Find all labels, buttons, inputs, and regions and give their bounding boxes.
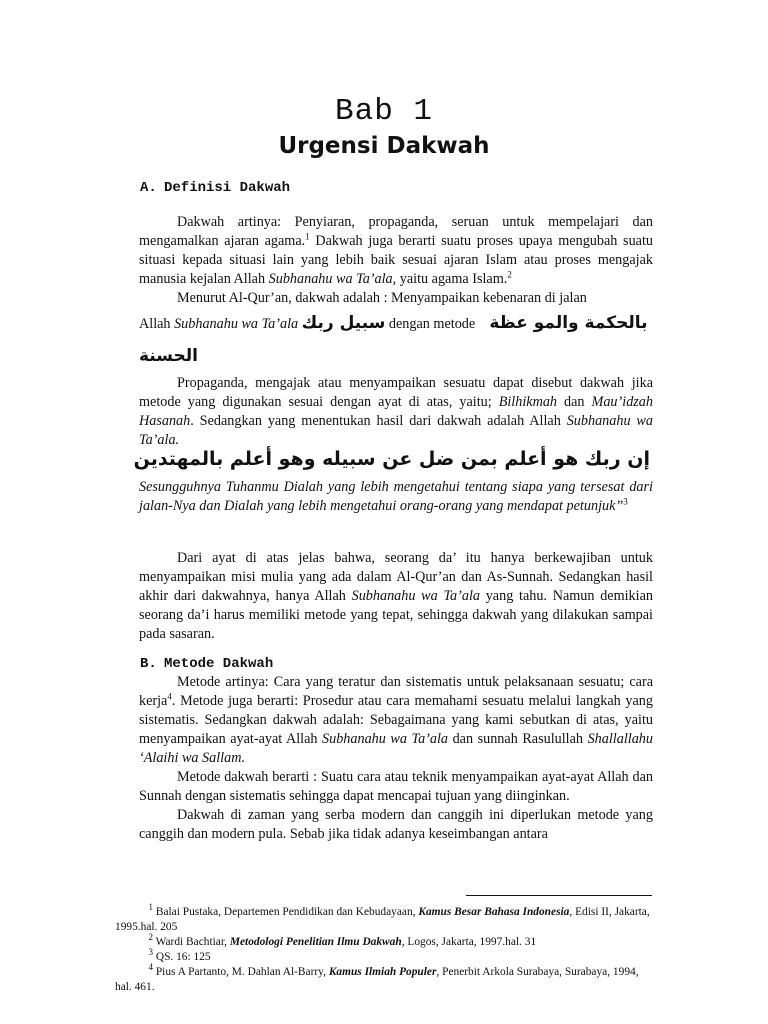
text: . Metode juga berarti: Prosedur atau cara memahami sesuatu melalui langkah yang sistematis. Sedangkan dakwah adalah: Sebagaimana yang kami sebutkan di atas, yaitu menyampaikan ayat-ayat Allah [139, 693, 653, 747]
footnote-number: 2 [148, 932, 153, 943]
arabic-text: سبيل ربك [301, 313, 386, 333]
footnote-ref: 3 [623, 496, 628, 507]
text: yaitu agama Islam. [396, 271, 508, 287]
section-b-paragraph-3: Dakwah di zaman yang serba modern dan canggih ini diperlukan metode yang canggih dan modern pula. Sebab jika tidak adanya keseimbangan antara [139, 807, 653, 842]
bold-italic-text: Kamus Besar Bahasa Indonesia [418, 906, 570, 918]
section-a-paragraph-4 [139, 549, 653, 644]
footnote-1 [115, 902, 653, 935]
text: Dakwah artinya: Penyiaran, propaganda, seruan untuk mempelajari dan mengamalkan ajaran agama. [139, 214, 653, 249]
footnote-number: 4 [148, 962, 153, 973]
italic-text: Subhanahu wa Ta’ala [322, 731, 449, 747]
footnote-ref: 1 [305, 231, 310, 242]
footnote-number: 3 [148, 947, 153, 958]
text: Dari ayat di atas jelas bahwa, seorang da’ itu hanya berkewajiban untuk menyampaikan misi mulia yang ada dalam Al-Qur’an dan As-Sunnah. Sedangkan hasil akhir dari dakwahnya, hanya Allah [139, 550, 653, 604]
arabic-text: بالحكمة والمو عظة [489, 313, 648, 333]
section-a-paragraph-2-cont [139, 310, 653, 370]
quran-verse: إن ربك هو أعلم بمن ضل عن سبيله وهو أعلم بالمهتدين [133, 448, 650, 470]
text: . Sedangkan yang menentukan hasil dari dakwah adalah Allah [190, 413, 567, 429]
text: dan sunnah Rasulullah [448, 731, 588, 747]
italic-text: Subhanahu wa Ta’ala [174, 316, 299, 332]
text: Propaganda, mengajak atau menyampaikan sesuatu dapat disebut dakwah jika metode yang digunakan sesuai dengan ayat di atas, yaitu; [139, 375, 653, 410]
section-a-paragraph-3 [139, 374, 653, 450]
section-b-heading [140, 656, 273, 672]
text: Menurut Al-Qur’an, dakwah adalah : Menyampaikan kebenaran di jalan [177, 290, 587, 306]
footnote-4 [115, 962, 653, 995]
text: yang tahu. Namun demikian seorang da’i harus memiliki metode yang tepat, sehingga dakwah yang dilakukan sampai pada sasaran. [139, 588, 653, 642]
italic-text: Shallallahu ‘Alaihi wa Sallam. [139, 731, 653, 766]
footnote-ref: 4 [167, 691, 172, 702]
text: Allah [139, 316, 175, 332]
section-a-heading [140, 180, 290, 196]
text: Balai Pustaka, Departemen Pendidikan dan Kebudayaan, [153, 906, 419, 918]
bold-italic-text: Kamus Ilmiah Populer [328, 966, 437, 978]
text: Dakwah juga berarti suatu proses upaya mengubah suatu situasi kepada situasi lain yang lebih baik sesuai ajaran Islam atau proses mengajak manusia kejalan Allah [139, 233, 653, 287]
section-b-title: Metode Dakwah [164, 656, 274, 672]
section-a-letter: A. [140, 180, 157, 196]
verse-translation [139, 478, 653, 516]
footnote-3 [115, 947, 653, 965]
text: Wardi Bachtiar, [153, 936, 230, 948]
text: dengan metode [385, 316, 479, 332]
italic-text: Subhanahu wa Ta’ala. [139, 413, 653, 448]
text: dan [557, 394, 592, 410]
text: Metode artinya: Cara yang teratur dan sistematis untuk pelaksanaan sesuatu; cara kerja [139, 674, 653, 709]
text: Pius A Partanto, M. Dahlan Al-Barry, [153, 966, 329, 978]
text: , Logos, Jakarta, 1997.hal. 31 [401, 936, 537, 948]
italic-text: Subhanahu wa Ta’ala [351, 588, 480, 604]
section-b-body [139, 673, 653, 844]
section-a-paragraph-1 [139, 213, 653, 308]
footnote-number: 1 [148, 902, 153, 913]
text: , Penerbit Arkola Surabaya, Surabaya, 1994, hal. 461. [115, 966, 639, 993]
section-b-paragraph-2: Metode dakwah berarti : Suatu cara atau teknik menyampaikan ayat-ayat Allah dan Sunnah dengan sistematis sehingga dapat mencapai tujuan yang diinginkan. [139, 769, 653, 804]
chapter-title: Urgensi Dakwah [278, 133, 490, 159]
italic-text: Mau’idzah Hasanah [139, 394, 653, 429]
italic-text: Subhanahu wa Ta’ala, [268, 271, 397, 287]
section-a-title: Definisi Dakwah [164, 180, 291, 196]
text: QS. 16: 125 [153, 951, 211, 963]
footnote-divider [466, 895, 652, 896]
text: , Edisi II, Jakarta, 1995.hal. 205 [115, 906, 650, 933]
arabic-text: الحسنة [139, 346, 199, 366]
translation-text: Sesungguhnya Tuhanmu Dialah yang lebih mengetahui tentang siapa yang tersesat dari jalan-Nya dan Dialah yang lebih mengetahui orang-orang yang mendapat petunjuk” [139, 479, 653, 514]
section-b-letter: B. [140, 656, 157, 672]
footnote-2 [115, 932, 653, 950]
italic-text: Bilhikmah [498, 394, 558, 410]
chapter-label: Bab 1 [334, 94, 433, 129]
bold-italic-text: Metodologi Penelitian Ilmu Dakwah [229, 936, 402, 948]
footnote-ref: 2 [507, 269, 512, 280]
